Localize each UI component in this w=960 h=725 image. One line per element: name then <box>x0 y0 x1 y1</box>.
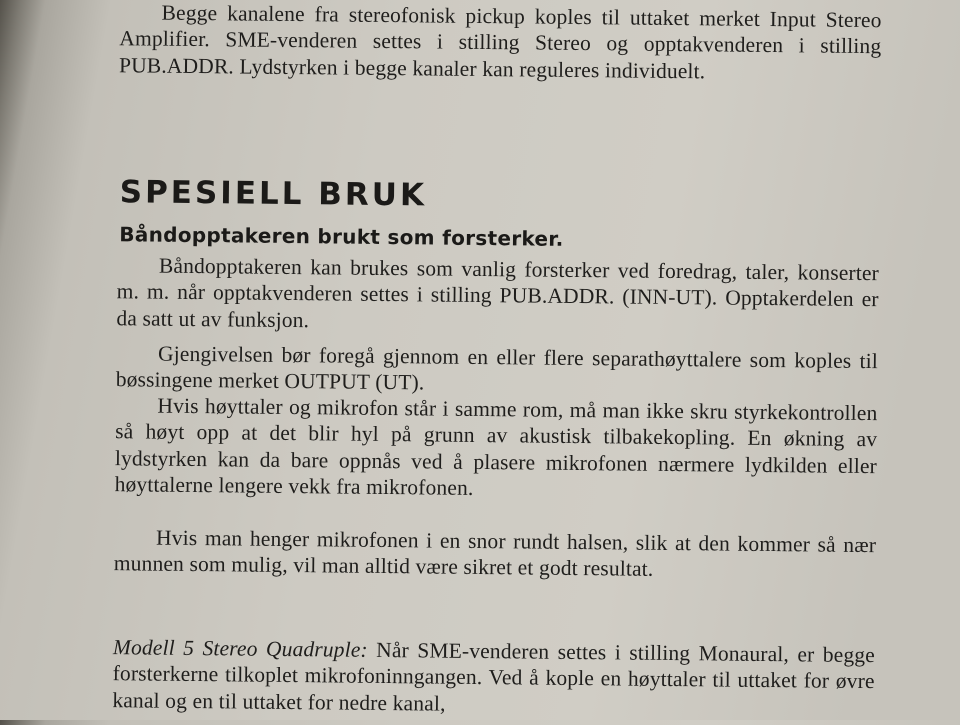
body-paragraph-1: Båndopptakeren kan brukes som vanlig forsterker ved foredrag, taler, konserter m. m. når opptakvenderen settes i stilling PUB.ADDR. (INN-UT). Opptakerdelen er da satt ut av funksjon. <box>116 253 880 333</box>
intro-paragraph: Begge kanalene fra stereofonisk pickup koples til uttaket merket Input Stereo Amplifier. SME-venderen settes i stilling Stereo og opptakvenderen i stilling PUB.ADDR. Lydstyrken i begge kanaler kan reguleres individuelt. <box>118 0 882 84</box>
model-paragraph <box>112 634 875 721</box>
section-subheading: Båndopptakeren brukt som forsterker. <box>119 222 564 251</box>
model-label: Modell 5 Stereo Quadruple: <box>112 635 368 662</box>
body-paragraph-3: Hvis høyttaler og mikrofon står i samme rom, må man ikke skru styrkekontrollen så høyt opp at det blir hyl på grunn av akustisk tilbakekopling. En økning av lydstyrken kan da bare oppnås ved å plasere mikrofonen nærmere lydkilden eller høyttalerne lengere vekk fra mikrofonen. <box>114 393 878 501</box>
section-heading: SPESIELL BRUK <box>119 174 428 214</box>
model-text: Når SME-venderen settes i stilling Monaural, er begge forsterkerne tilkoplet mikrofoninngangen. Ved å kople en høyttaler til uttaket for øvre kanal og en til uttaket for nedre kanal, <box>112 637 876 716</box>
body-paragraph-2: Gjengivelsen bør foregå gjennom en eller flere separathøyttalere som koples til bøssingene merket OUTPUT (UT). <box>115 341 879 395</box>
body-paragraph-4: Hvis man henger mikrofonen i en snor rundt halsen, slik at den kommer så nær munnen som mulig, vil man alltid være sikret et godt resultat. <box>113 525 877 582</box>
